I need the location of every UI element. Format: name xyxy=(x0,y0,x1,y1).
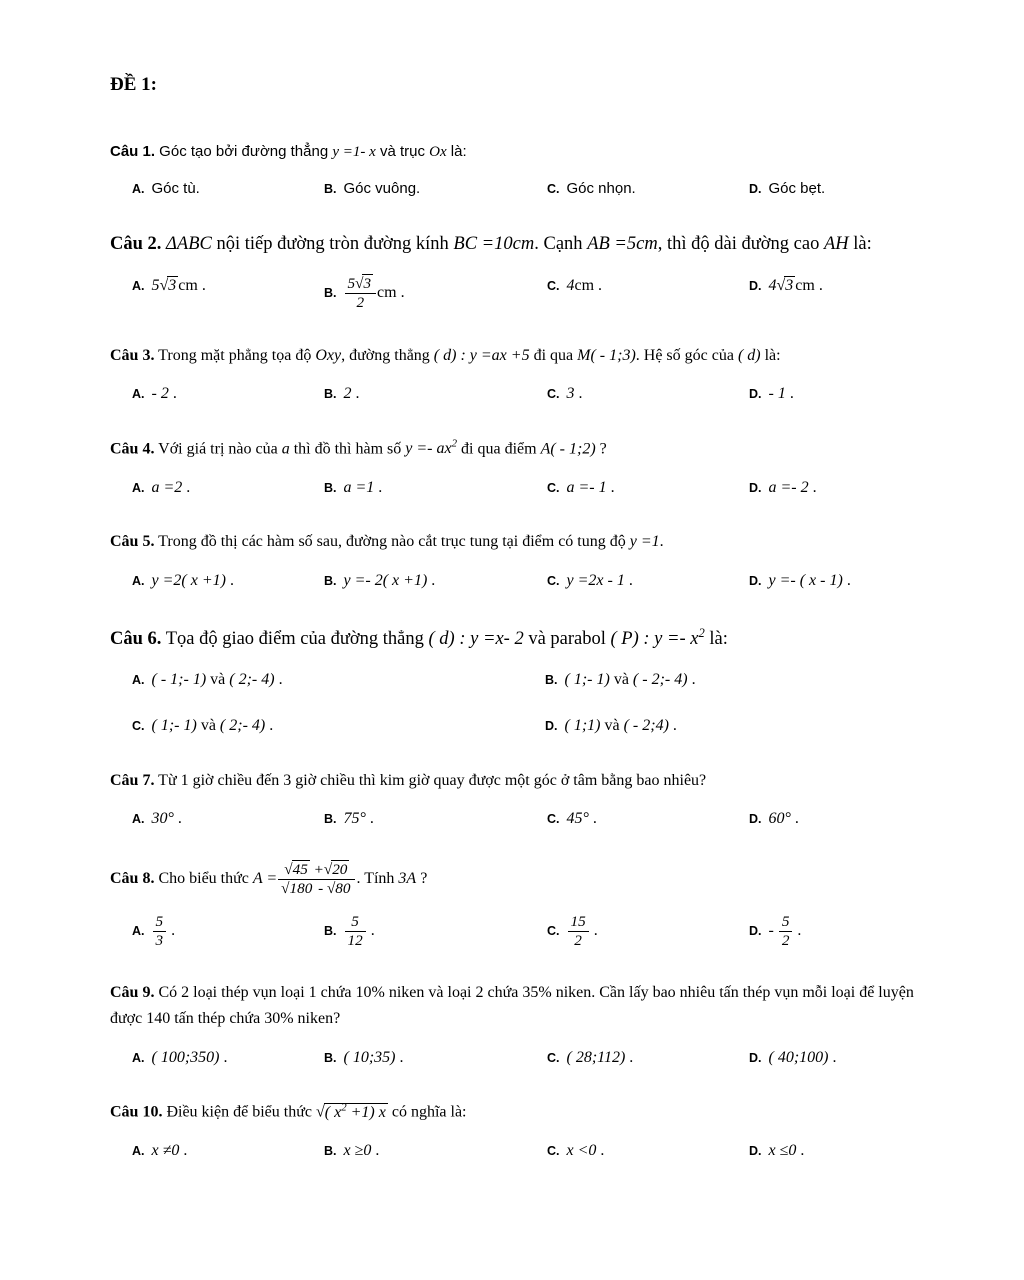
question-stem: Câu 2. ΔABC nội tiếp đường tròn đường kính BC =10cm. Cạnh AB =5cm, thì độ dài đường cao AH là: xyxy=(110,234,872,255)
option-1-A xyxy=(132,179,324,199)
question-label: Câu 10. xyxy=(110,1103,163,1121)
option-letter: A. xyxy=(132,574,145,589)
option-9-D xyxy=(749,1047,932,1069)
option-letter: D. xyxy=(749,480,762,495)
question-stem: Câu 9. Có 2 loại thép vụn loại 1 chứa 10% niken và loại 2 chứa 35% niken. Cần lấy bao nhiêu tấn thép vụn mỗi loại để luyện được 140 tấn thép chứa 30% niken? xyxy=(110,984,914,1028)
option-8-C xyxy=(547,913,749,950)
option-text: 3 . xyxy=(566,385,583,403)
option-text: a =1 . xyxy=(343,478,383,496)
option-5-D xyxy=(749,570,932,592)
option-9-B xyxy=(324,1047,547,1069)
option-9-A xyxy=(132,1047,324,1069)
option-letter: B. xyxy=(324,812,337,827)
option-8-B xyxy=(324,913,547,950)
question-10 xyxy=(110,1099,932,1162)
option-text: 30° . xyxy=(151,810,182,828)
question-label: Câu 8. xyxy=(110,869,155,887)
option-6-C xyxy=(132,715,545,737)
option-letter: B. xyxy=(324,285,337,300)
option-letter: D. xyxy=(749,387,762,402)
option-text: $\frac{15}{2}$ . xyxy=(567,913,598,950)
option-letter: C. xyxy=(547,1144,560,1159)
question-stem: Câu 1. Góc tạo bởi đường thẳng y =1- x và trục Ox là: xyxy=(110,143,467,160)
option-text: a =- 2 . xyxy=(768,478,817,496)
option-text: ( 40;100) . xyxy=(768,1048,837,1066)
option-7-D xyxy=(749,808,932,830)
option-text: a =2 . xyxy=(151,478,191,496)
option-letter: A. xyxy=(132,182,145,196)
question-5 xyxy=(110,529,932,591)
option-text: Góc vuông. xyxy=(343,180,421,197)
option-10-B xyxy=(324,1140,547,1162)
option-letter: D. xyxy=(749,574,762,589)
options xyxy=(110,179,932,199)
option-text: ( 1;1) và ( - 2;4) . xyxy=(564,716,677,734)
option-text: Góc nhọn. xyxy=(566,180,636,197)
option-6-A xyxy=(132,669,545,691)
question-stem: Câu 6. Tọa độ giao điểm của đường thẳng ( d) : y =x- 2 và parabol ( P) : $y =- x^2$ là: xyxy=(110,625,728,649)
option-letter: A. xyxy=(132,923,145,938)
option-2-B xyxy=(324,275,547,312)
option-letter: C. xyxy=(547,923,560,938)
option-text: ( 28;112) . xyxy=(566,1048,634,1066)
option-4-A xyxy=(132,477,324,499)
question-6 xyxy=(110,623,932,737)
option-1-C xyxy=(547,179,749,199)
option-text: x <0 . xyxy=(566,1142,605,1160)
option-text: 75° . xyxy=(343,810,374,828)
option-letter: B. xyxy=(545,673,558,688)
option-text: $\frac{5√3}{2}$ cm . xyxy=(344,275,405,312)
questions xyxy=(110,140,932,1162)
options xyxy=(110,808,932,830)
option-letter: C. xyxy=(547,574,560,589)
option-letter: B. xyxy=(324,1144,337,1159)
option-text: ( 1;- 1) và ( - 2;- 4) . xyxy=(564,671,696,689)
option-8-A xyxy=(132,913,324,950)
option-letter: D. xyxy=(749,182,762,196)
option-1-D xyxy=(749,179,932,199)
option-2-A xyxy=(132,275,324,312)
option-3-A xyxy=(132,383,324,405)
option-text: 60° . xyxy=(768,810,799,828)
option-7-A xyxy=(132,808,324,830)
question-stem: Câu 4. Với giá trị nào của a thì đồ thì hàm số $y =- ax^2$ đi qua điểm A( - 1;2) ? xyxy=(110,437,607,458)
question-4 xyxy=(110,436,932,499)
option-text: 5√3 cm . xyxy=(151,276,206,294)
option-10-C xyxy=(547,1140,749,1162)
question-stem: Câu 10. Điều kiện để biểu thức √( $x^2 +1$) x có nghĩa là: xyxy=(110,1101,467,1121)
option-letter: A. xyxy=(132,1050,145,1065)
option-6-B xyxy=(545,669,932,691)
option-letter: D. xyxy=(749,1050,762,1065)
question-label: Câu 5. xyxy=(110,533,155,551)
question-stem: Câu 5. Trong đồ thị các hàm số sau, đường nào cắt trục tung tại điểm có tung độ y =1. xyxy=(110,533,664,551)
option-7-B xyxy=(324,808,547,830)
option-text: ( 1;- 1) và ( 2;- 4) . xyxy=(151,716,274,734)
option-text: Góc bẹt. xyxy=(768,180,826,197)
option-text: $\frac{5}{3}$ . xyxy=(152,913,176,950)
option-10-D xyxy=(749,1140,932,1162)
question-8 xyxy=(110,861,932,950)
options xyxy=(110,275,932,312)
option-text: y =2x - 1 . xyxy=(566,572,633,590)
option-letter: A. xyxy=(132,673,145,688)
option-3-B xyxy=(324,383,547,405)
option-letter: B. xyxy=(324,182,337,196)
question-label: Câu 2. xyxy=(110,234,162,255)
option-letter: D. xyxy=(545,718,558,733)
question-stem: Câu 8. Cho biểu thức A = $\frac{√45 +√20}{√180 - √80}$ . Tính 3A ? xyxy=(110,860,428,897)
option-letter: B. xyxy=(324,574,337,589)
option-text: 45° . xyxy=(566,810,597,828)
option-5-C xyxy=(547,570,749,592)
question-7 xyxy=(110,768,932,830)
option-letter: C. xyxy=(547,1050,560,1065)
option-1-B xyxy=(324,179,547,199)
option-text: Góc tù. xyxy=(151,180,200,197)
options xyxy=(110,1140,932,1162)
option-letter: C. xyxy=(547,480,560,495)
question-9 xyxy=(110,980,932,1068)
option-text: ( 100;350) . xyxy=(151,1048,228,1066)
options xyxy=(110,1047,932,1069)
option-letter: D. xyxy=(749,278,762,293)
option-text: - 2 . xyxy=(151,385,177,403)
option-letter: B. xyxy=(324,923,337,938)
option-letter: C. xyxy=(547,278,560,293)
option-7-C xyxy=(547,808,749,830)
option-2-C xyxy=(547,275,749,312)
option-letter: C. xyxy=(547,812,560,827)
option-3-C xyxy=(547,383,749,405)
option-letter: D. xyxy=(749,1144,762,1159)
option-text: - $\frac{5}{2}$ . xyxy=(768,912,802,949)
option-text: a =- 1 . xyxy=(566,478,615,496)
option-text: ( - 1;- 1) và ( 2;- 4) . xyxy=(151,671,283,689)
option-text: - 1 . xyxy=(768,385,794,403)
option-letter: D. xyxy=(749,812,762,827)
option-text: y =2( x +1) . xyxy=(151,572,234,590)
option-text: y =- ( x - 1) . xyxy=(768,572,851,590)
options xyxy=(110,383,932,405)
question-stem: Câu 3. Trong mặt phẳng tọa độ Oxy, đường thẳng ( d) : y =ax +5 đi qua M( - 1;3). Hệ số góc của ( d) là: xyxy=(110,346,781,364)
question-3 xyxy=(110,343,932,405)
option-text: x ≤0 . xyxy=(768,1142,805,1160)
option-letter: A. xyxy=(132,812,145,827)
option-letter: A. xyxy=(132,387,145,402)
question-label: Câu 6. xyxy=(110,628,162,649)
question-label: Câu 1. xyxy=(110,143,156,160)
doc-title: ĐỀ 1: xyxy=(110,74,157,95)
option-letter: B. xyxy=(324,387,337,402)
option-letter: A. xyxy=(132,1144,145,1159)
option-letter: A. xyxy=(132,480,145,495)
option-4-B xyxy=(324,477,547,499)
question-label: Câu 4. xyxy=(110,440,155,458)
question-stem: Câu 7. Từ 1 giờ chiều đến 3 giờ chiều thì kim giờ quay được một góc ở tâm bằng bao nhiêu? xyxy=(110,771,707,789)
question-1 xyxy=(110,140,932,199)
question-label: Câu 3. xyxy=(110,346,155,364)
option-text: ( 10;35) . xyxy=(343,1048,404,1066)
option-4-C xyxy=(547,477,749,499)
option-text: 2 . xyxy=(343,385,360,403)
question-2 xyxy=(110,230,932,311)
option-4-D xyxy=(749,477,932,499)
option-6-D xyxy=(545,715,932,737)
option-2-D xyxy=(749,275,932,312)
option-text: y =- 2( x +1) . xyxy=(343,572,436,590)
option-9-C xyxy=(547,1047,749,1069)
option-letter: C. xyxy=(547,387,560,402)
options xyxy=(110,477,932,499)
option-5-A xyxy=(132,570,324,592)
option-letter: D. xyxy=(749,923,762,938)
option-letter: B. xyxy=(324,480,337,495)
options xyxy=(110,913,932,950)
option-letter: C. xyxy=(547,182,560,196)
option-text: 4cm . xyxy=(566,276,603,294)
option-text: x ≠0 . xyxy=(151,1142,188,1160)
options xyxy=(110,669,932,736)
question-label: Câu 9. xyxy=(110,984,155,1002)
option-text: 4√3 cm . xyxy=(768,276,823,294)
option-8-D xyxy=(749,913,932,950)
option-text: $\frac{5}{12}$ . xyxy=(344,913,375,950)
option-3-D xyxy=(749,383,932,405)
question-label: Câu 7. xyxy=(110,771,155,789)
option-letter: B. xyxy=(324,1050,337,1065)
option-5-B xyxy=(324,570,547,592)
option-letter: A. xyxy=(132,278,145,293)
option-letter: C. xyxy=(132,718,145,733)
option-text: x ≥0 . xyxy=(343,1142,380,1160)
option-10-A xyxy=(132,1140,324,1162)
options xyxy=(110,570,932,592)
